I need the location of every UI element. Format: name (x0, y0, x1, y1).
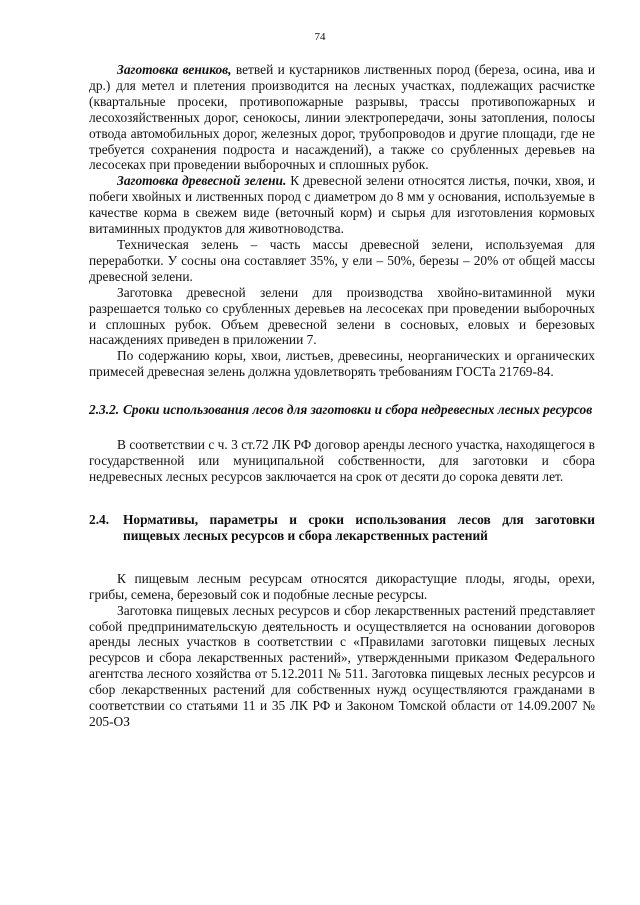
section-title: Нормативы, параметры и сроки использования лесов для заготовки пищевых лесных ресурсов и сбора лекарственных растений (123, 511, 595, 543)
paragraph-gost: По содержанию коры, хвои, листьев, древесины, неорганических и органических примесей древесная зелень должна удовлетворять требованиям ГОСТа 21769-84. (89, 348, 595, 380)
section-heading-2-4 (89, 512, 595, 544)
paragraph-vitamin-flour: Заготовка древесной зелени для производства хвойно-витаминной муки разрешается только со срубленных деревьев на лесосеках при проведении выборочных и сплошных рубок. Объем древесной зелени в сосновых, еловых и березовых насаждениях приведен в приложении 7. (89, 284, 595, 348)
paragraph-brooms (89, 62, 595, 173)
paragraph-lease-term: В соответствии с ч. 3 ст.72 ЛК РФ договор аренды лесного участка, находящегося в государственной или муниципальной собственности, для заготовки и сбора недревесных лесных ресурсов заключается на срок от десяти до сорока девяти лет. (89, 437, 595, 484)
page-number: 74 (314, 31, 326, 43)
paragraph-lead: Заготовка древесной зелени. (117, 173, 287, 189)
section-heading-2-3-2 (89, 402, 595, 418)
paragraph-harvesting-rules: Заготовка пищевых лесных ресурсов и сбор лекарственных растений представляет собой предпринимательскую деятельность и осуществляется на основании договоров аренды лесных участков в соответствии с «Правилами заготовки пищевых лесных ресурсов и сбора лекарственных растений», утвержденными приказом Федерального агентства лесного хозяйства от 5.12.2011 № 511. Заготовка пищевых лесных ресурсов и сбор лекарственных растений для собственных нужд осуществляются гражданами в соответствии со статьями 11 и 35 ЛК РФ и Законом Томской области от 14.09.2007 № 205-ОЗ (89, 602, 595, 729)
paragraph-lead: Заготовка веников, (117, 62, 232, 77)
paragraph-technical-greens: Техническая зелень – часть массы древесной зелени, используемая для переработки. У сосны она составляет 35%, у ели – 50%, березы – 20% от общей массы древесной зелени. (89, 236, 595, 284)
paragraph-food-resources: К пищевым лесным ресурсам относятся дикорастущие плоды, ягоды, орехи, грибы, семена, березовый сок и подобные лесные ресурсы. (89, 570, 595, 602)
paragraph-text: ветвей и кустарников лиственных пород (береза, осина, ива и др.) для метел и плетения производится на лесных участках, подлежащих расчистке (квартальные просеки, противопожарные разрывы, трассы противопожарных и лесохозяйственных дорог, сенокосы, линии электропередачи, зоны затопления, полосы отвода автомобильных дорог, железных дорог, трубопроводов и другие площади, где не требуется сохранения подроста и насаждений), а также со срубленных деревьев на лесосеках при проведении выборочных и сплошных рубок. (89, 62, 595, 173)
document-body (89, 62, 595, 730)
section-number: 2.3.2. (89, 402, 120, 418)
paragraph-wood-greens (89, 173, 595, 237)
section-number: 2.4. (89, 511, 110, 527)
paragraph-text: К древесной зелени относятся листья, почки, хвоя, и побеги хвойных и лиственных пород с диаметром до 8 мм у основания, используемые в качестве корма в свежем виде (веточный корм) и сырья для изготовления кормовых витаминных продуктов для животноводства. (89, 173, 595, 237)
section-title: Сроки использования лесов для заготовки и сбора недревесных лесных ресурсов (123, 402, 593, 418)
